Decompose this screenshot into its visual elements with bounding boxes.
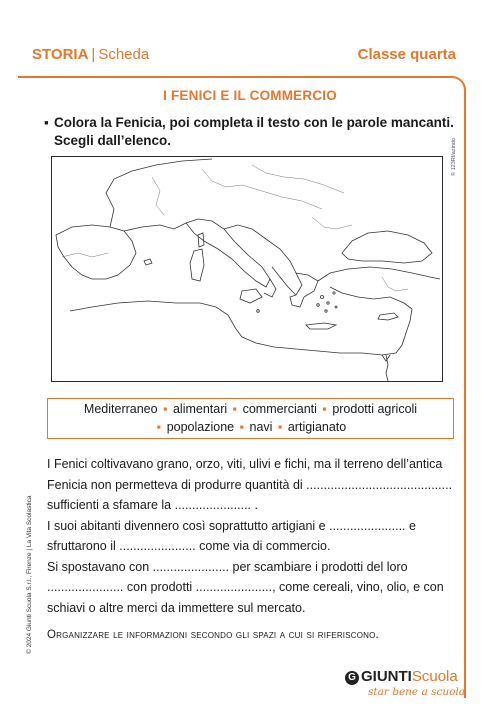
g-logo-icon: G [345,671,359,685]
word-separator: ▪ [322,402,327,416]
logo-brand: GIUNTI [361,668,412,685]
map-outline-drawing [52,157,442,381]
bullet-icon: ▪ [44,115,49,130]
instruction-line-2: Scegli dall’elenco. [54,133,172,148]
text-line[interactable]: I suoi abitanti divennero così soprattutto artigiani e ...................... e [47,518,416,533]
word-popolazione: popolazione [166,420,235,434]
subject-label: STORIA [32,46,89,63]
text-line: schiavi o altre merci da immettere sul mercato. [47,600,306,615]
word-prodotti-agricoli: prodotti agricoli [332,402,418,416]
sheet-type-label: Scheda [98,46,150,63]
task-instruction: Organizzare le informazioni secondo gli spazi a cui si riferiscono. [47,629,379,641]
word-separator: ▪ [239,420,245,434]
word-separator: ▪ [277,420,283,434]
word-list-box [47,398,454,439]
text-line[interactable]: sfruttarono il ...................... come via di commercio. [47,539,331,553]
text-line[interactable]: sufficienti a sfamare la ...................... . [47,498,258,512]
header-subject [32,46,149,63]
word-navi: navi [249,420,273,434]
publisher-credit: © 2024 Giunti Scuola S.r.l., Firenze | La Vita Scolastica [26,495,33,654]
word-commercianti: commercianti [242,402,317,416]
text-line[interactable]: ...................... con prodotti ......................, come cereali, vino, olio, e con [47,580,444,594]
text-line[interactable]: Fenicia non permetteva di produrre quantità di .......................................... [47,477,453,492]
text-line[interactable]: Si spostavano con ...................... per scambiare i prodotti del loro [47,559,408,574]
instruction [44,114,454,150]
cloze-text [47,454,459,618]
word-alimentari: alimentari [172,402,228,416]
word-separator: ▪ [156,420,162,434]
logo-brand-suffix: Scuola [411,668,458,685]
logo-tagline: star bene a scuola [368,686,466,698]
word-mediterraneo: Mediterraneo [83,402,158,416]
class-label: Classe quarta [357,46,456,63]
header-separator: | [91,46,96,63]
word-separator: ▪ [163,402,168,416]
text-line: I Fenici coltivavano grano, orzo, viti, ulivi e fichi, ma il terreno dell’antica [47,457,443,471]
mediterranean-map[interactable] [51,156,443,382]
word-separator: ▪ [232,402,238,416]
publisher-logo [345,668,458,685]
instruction-line-1: Colora la Fenicia, poi completa il testo con le parole mancanti. [54,115,454,130]
map-credit: © 123Rf/azindo [451,138,457,176]
worksheet-title: I FENICI E IL COMMERCIO [163,88,337,103]
word-artigianato: artigianato [287,420,347,434]
